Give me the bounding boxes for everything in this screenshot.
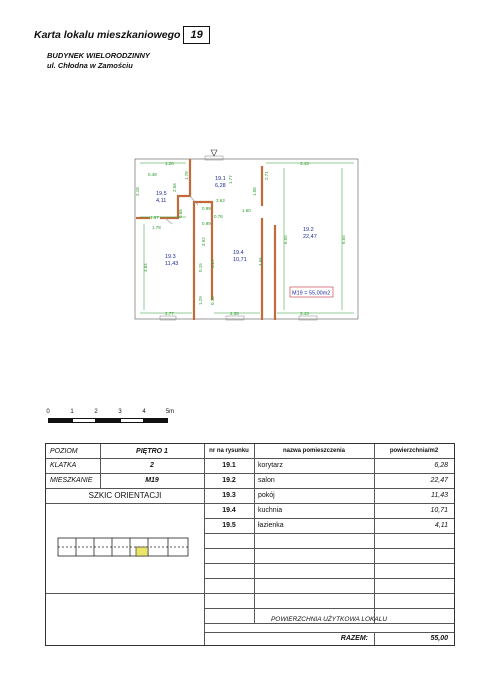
building-name: BUDYNEK WIELORODZINNY [47,51,150,60]
dim-label: 0.66 [178,209,183,218]
row-area: 10,71 [430,507,448,514]
dim-label: 1.60 [242,208,251,213]
dim-label: 3.84 [143,263,148,272]
scale-tick: 5m [165,409,175,415]
scale-tick: 3 [118,409,122,415]
room-id: 19.5 [156,191,167,197]
row-number: 19.4 [222,507,236,514]
scale-tick: 2 [94,409,98,415]
stairwell-value: 2 [150,462,154,469]
room-id: 19.4 [233,250,244,256]
dim-label: 0.76 [214,214,223,219]
apartment-label: MIESZKANIE [50,477,93,484]
scale-tick: 4 [142,409,146,415]
col-header-name: nazwa pomieszczenia [282,448,346,454]
dim-label: 2.77 [165,311,174,316]
stairwell-label: KLATKA [50,462,77,469]
room-id: 19.1 [215,176,226,182]
room-area: 4,11 [156,198,167,204]
dim-label: 1.06 [252,187,257,196]
dim-label: 3.43 [300,161,309,166]
scale-segment [48,418,72,423]
dim-label: 4.27 [210,259,215,268]
dim-label: 2.18 [135,187,140,196]
page-title: Karta lokalu mieszkaniowego [34,29,181,41]
row-number: 19.3 [222,492,236,499]
apartment-highlight [136,547,148,556]
scale-segment [72,418,96,423]
scale-segment [96,418,120,423]
row-number: 19.1 [222,462,236,469]
col-header-number: nr na rysunku [209,448,249,454]
scale-segment [120,418,144,423]
room-id: 19.3 [165,254,176,260]
usable-area-label: POWIERZCHNIA UŻYTKOWA LOKALU [270,615,388,623]
apartment-value: M19 [145,477,159,484]
dim-label: 1.78 [152,225,161,230]
scale-tick: 0 [46,409,50,415]
level-label: POZIOM [50,447,78,455]
row-name: salon [258,477,275,484]
dim-label: 2.71 [264,171,269,180]
dim-label: 2.56 [172,183,177,192]
dim-label: 3.92 [201,237,206,246]
dim-label: 3.63 [216,198,225,203]
total-area-label: M19 = 55,00m2 [292,290,331,297]
dim-label: 1.78 [184,171,189,180]
row-number: 19.5 [222,522,236,529]
dim-label: 1.20 [165,161,174,166]
row-name: pokój [258,492,275,499]
orientation-sketch [56,532,196,564]
dim-label: 1.29 [198,296,203,305]
dim-label: 3.43 [300,311,309,316]
room-area: 6,28 [215,183,226,189]
row-name: kuchnia [258,507,283,514]
room-id: 19.2 [303,227,314,233]
row-area: 6,28 [434,462,448,469]
room-table [45,443,455,646]
dim-label: 0.99 [202,221,211,226]
dim-label: 6.55 [283,235,288,244]
dim-label: 6.55 [341,235,346,244]
building-address: ul. Chłodna w Zamościu [47,61,133,70]
dim-label: 4.56 [258,257,263,266]
col-header-area: powierzchnia/m2 [389,448,439,454]
scale-bar [46,409,176,429]
room-labels [156,176,317,267]
room-area: 10,71 [233,257,247,263]
unit-number-box: 19 [183,26,209,44]
row-area: 11,43 [431,492,448,499]
dim-label: 1.67 [150,215,159,220]
total-label: RAZEM: [340,635,368,642]
dim-label: 0.15 [210,296,215,305]
row-name: łazienka [258,522,284,529]
dim-label: 2.35 [230,311,239,316]
row-number: 19.2 [222,477,236,484]
dim-label: 0.15 [198,263,203,272]
level-value: PIĘTRO 1 [136,447,168,455]
room-area: 22,47 [303,234,317,240]
dim-label: 0.99 [202,206,211,211]
row-name: korytarz [258,462,283,469]
row-area: 22,47 [430,477,448,484]
room-area: 11,43 [165,261,179,267]
row-area: 4,11 [434,522,448,529]
scale-tick: 1 [70,409,74,415]
entry-arrow-icon [211,150,217,156]
orientation-label: SZKIC ORIENTACJI [88,491,162,500]
scale-segment [144,418,168,423]
dim-label: 0.48 [148,172,157,177]
dim-label: 1.77 [228,175,233,184]
total-value: 55,00 [430,635,448,642]
